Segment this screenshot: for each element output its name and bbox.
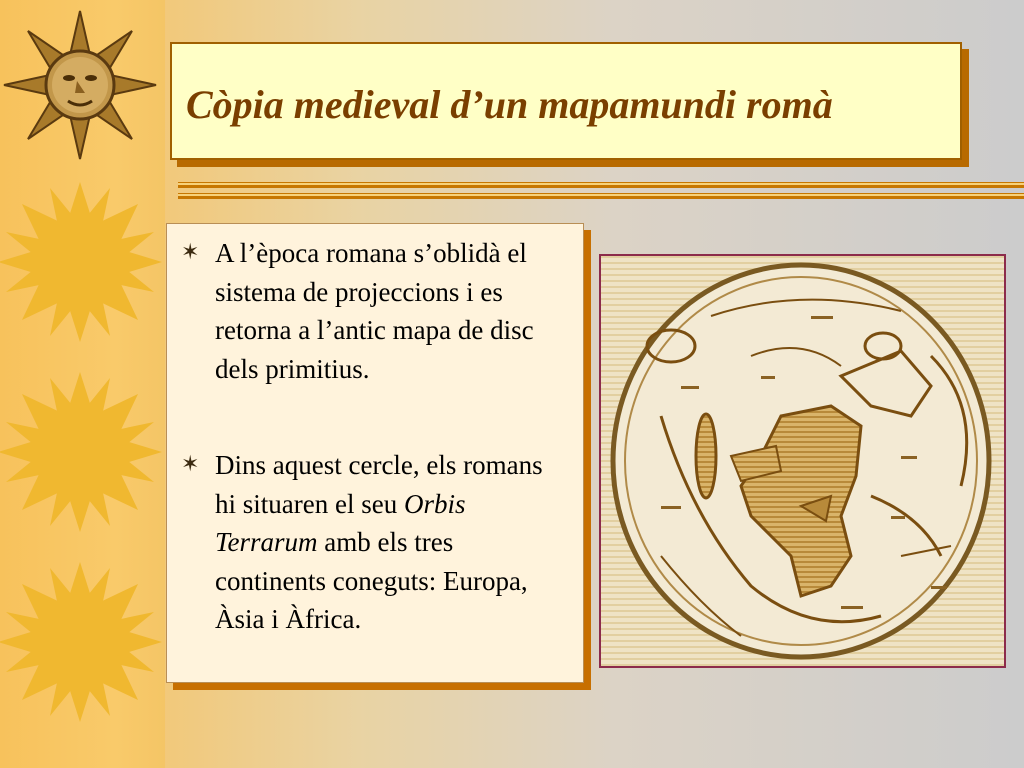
bullet-text-part: amb els tres continents coneguts: Europa, Àsia i Àfrica. bbox=[215, 527, 528, 634]
title-divider bbox=[178, 180, 1024, 204]
roman-world-map-image bbox=[599, 254, 1006, 668]
bullet-star-icon: ✶ bbox=[181, 451, 200, 476]
sun-icon bbox=[0, 370, 165, 535]
title-box bbox=[170, 42, 962, 160]
bullet-item bbox=[181, 446, 565, 639]
sidebar-decoration bbox=[0, 0, 165, 768]
slide-title: Còpia medieval d’un mapamundi romà bbox=[186, 82, 833, 127]
bullet-text-part: A l’època romana s’oblidà el sistema de projeccions i es retorna a l’antic mapa de disc dels primitius. bbox=[215, 238, 534, 384]
sun-icon bbox=[0, 180, 165, 345]
sun-icon bbox=[0, 560, 165, 725]
bullet-star-icon: ✶ bbox=[181, 239, 200, 264]
bullet-text bbox=[215, 446, 565, 639]
sun-face-icon bbox=[0, 5, 165, 170]
bullet-item bbox=[181, 234, 565, 388]
bullet-text bbox=[215, 234, 565, 388]
content-box bbox=[166, 223, 584, 683]
bullet-text-italic: Orbis Terrarum bbox=[215, 488, 466, 557]
bullet-text-part: Dins aquest cercle, els romans hi situaren el seu bbox=[215, 450, 543, 519]
